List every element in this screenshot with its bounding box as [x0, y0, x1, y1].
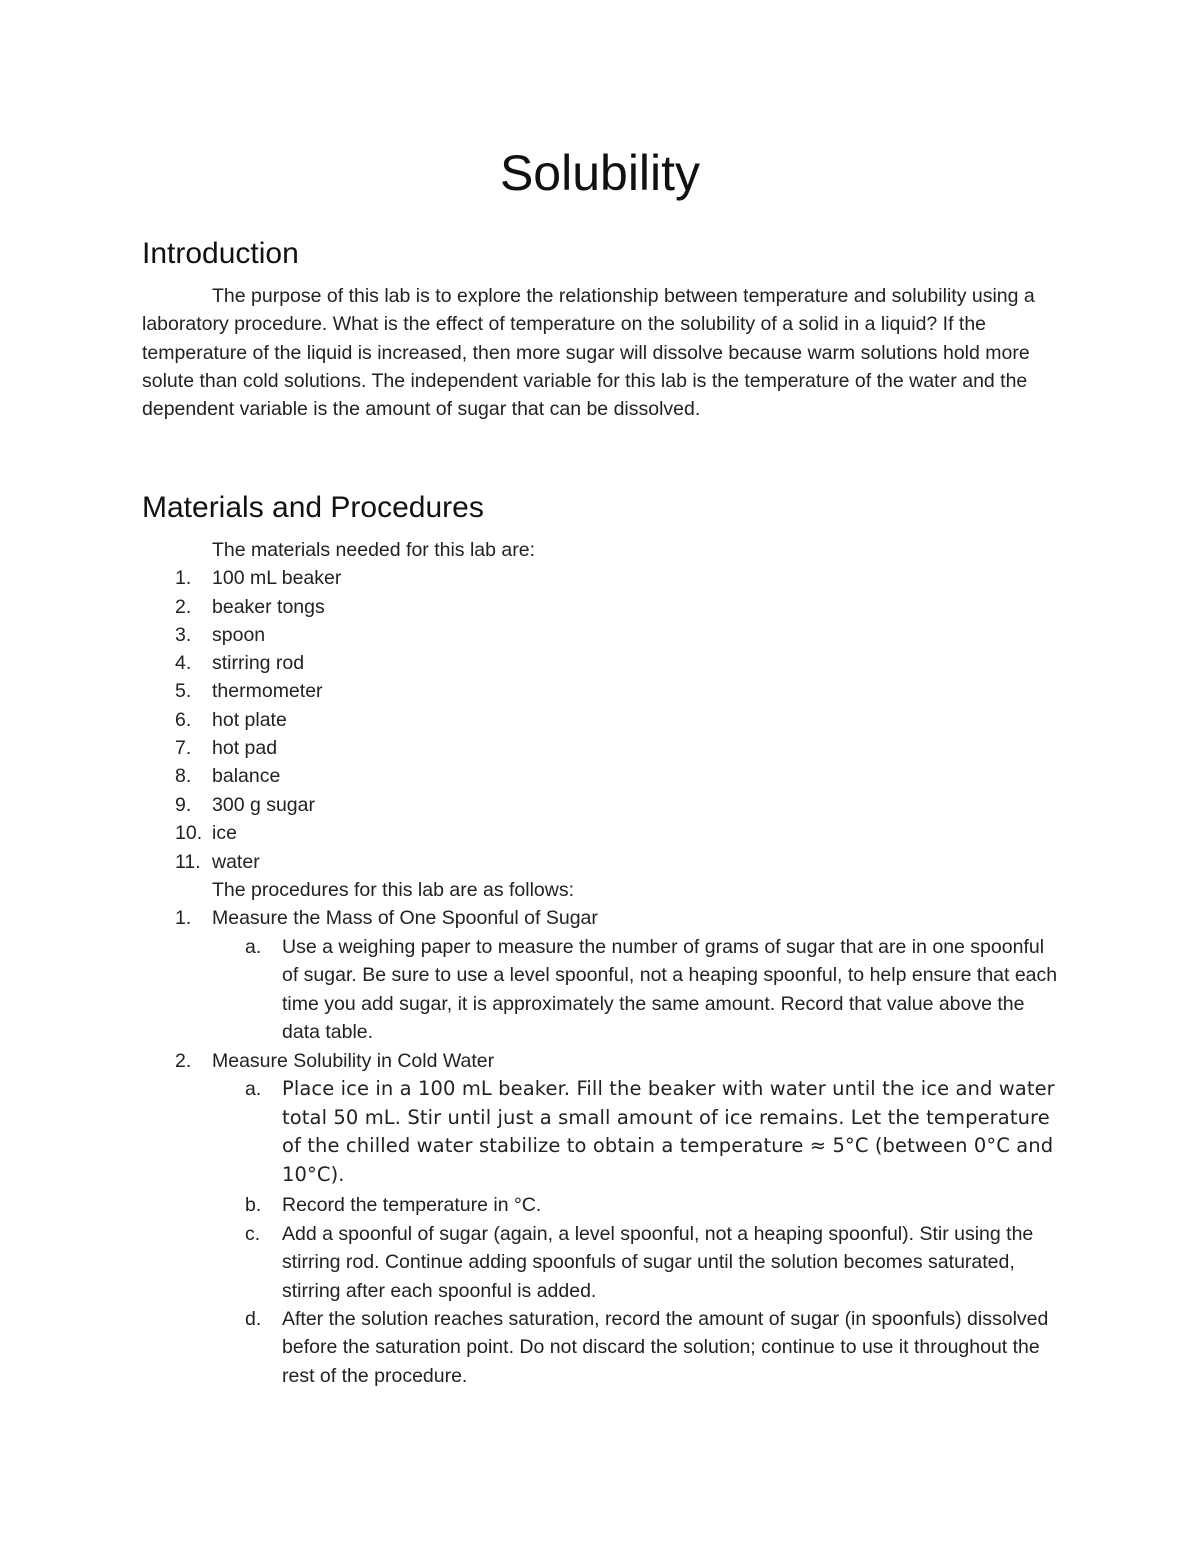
- list-item-text: thermometer: [212, 680, 323, 702]
- step-letter: b.: [245, 1194, 262, 1216]
- list-item-text: beaker tongs: [212, 596, 325, 618]
- introduction-text: The purpose of this lab is to explore the relationship between temperature and solubility using a laboratory procedure. What is the effect of temperature on the solubility of a solid in a liquid? If the temperature of the liquid is increased, then more sugar will dissolve because warm solutions hold more solute than cold solutions. The independent variable for this lab is the temperature of the water and the dependent variable is the amount of sugar that can be dissolved.: [142, 285, 1035, 421]
- list-number: 7.: [175, 737, 192, 759]
- list-number: 4.: [175, 652, 192, 674]
- introduction-paragraph: [142, 282, 1062, 423]
- list-item-text: spoon: [212, 624, 266, 646]
- list-number: 11.: [175, 851, 201, 873]
- materials-procedures-heading: Materials and Procedures: [142, 491, 484, 524]
- list-item-text: stirring rod: [212, 652, 305, 674]
- list-item-text: hot plate: [212, 709, 287, 731]
- step-letter: a.: [245, 936, 262, 958]
- step-text: Place ice in a 100 mL beaker. Fill the beaker with water until the ice and water total 50 mL. Stir until just a small amount of ice remains. Let the temperature of the chilled water stabilize to obtain a temperature ≈ 5°C (between 0°C and 10°C).: [282, 1077, 1055, 1187]
- page-title: Solubility: [499, 145, 701, 201]
- procedure-title: Measure Solubility in Cold Water: [212, 1050, 495, 1072]
- step-letter: d.: [245, 1308, 262, 1330]
- list-item-text: balance: [212, 765, 281, 787]
- list-number: 1.: [175, 907, 192, 929]
- list-number: 2.: [175, 1050, 192, 1072]
- step-text: After the solution reaches saturation, record the amount of sugar (in spoonfuls) dissolved before the saturation point. Do not discard the solution; continue to use it throughout the rest of the procedure.: [282, 1308, 1049, 1387]
- list-item-text: ice: [212, 822, 237, 844]
- procedures-intro: The procedures for this lab are as follows:: [212, 879, 575, 901]
- step-text: Record the temperature in °C.: [282, 1194, 542, 1216]
- materials-intro: The materials needed for this lab are:: [212, 539, 536, 561]
- list-number: 3.: [175, 624, 192, 646]
- list-number: 9.: [175, 794, 192, 816]
- list-number: 2.: [175, 596, 192, 618]
- introduction-heading: Introduction: [142, 237, 299, 270]
- list-number: 8.: [175, 765, 192, 787]
- list-item-text: water: [212, 851, 260, 873]
- list-number: 10.: [175, 822, 203, 844]
- list-item-text: hot pad: [212, 737, 278, 759]
- list-item-text: 100 mL beaker: [212, 567, 342, 589]
- list-number: 5.: [175, 680, 192, 702]
- step-text: Add a spoonful of sugar (again, a level spoonful, not a heaping spoonful). Stir using the stirring rod. Continue adding spoonfuls of sugar until the solution becomes saturated, stirring after each spoonful is added.: [282, 1223, 1034, 1302]
- procedure-title: Measure the Mass of One Spoonful of Sugar: [212, 907, 598, 929]
- step-letter: a.: [245, 1078, 262, 1100]
- list-item-text: 300 g sugar: [212, 794, 315, 816]
- list-number: 6.: [175, 709, 192, 731]
- step-letter: c.: [245, 1223, 261, 1245]
- step-text: Use a weighing paper to measure the number of grams of sugar that are in one spoonful of sugar. Be sure to use a level spoonful, not a heaping spoonful, to help ensure that each time you add sugar, it is approximately the same amount. Record that value above the data table.: [282, 936, 1058, 1043]
- list-number: 1.: [175, 567, 192, 589]
